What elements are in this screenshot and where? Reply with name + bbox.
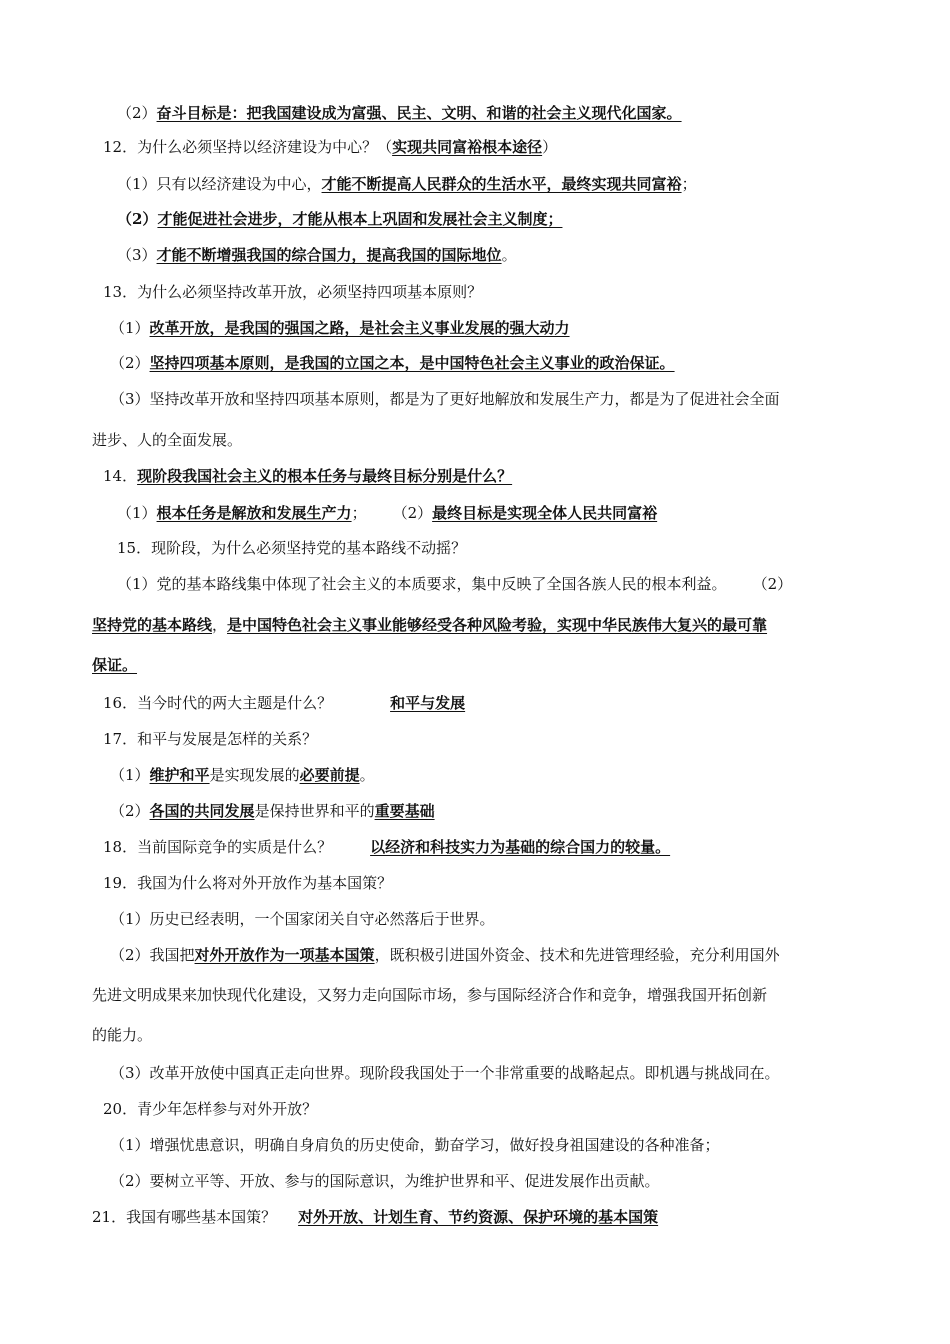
question-19: 19．我国为什么将对外开放作为基本国策？ bbox=[103, 874, 393, 892]
text-line: 先进文明成果来加快现代化建设，又努力走向国际市场，参与国际经济合作和竞争，增强我国开拓创新 bbox=[92, 986, 768, 1004]
text-line: （2）奋斗目标是：把我国建设成为富强、民主、文明、和谐的社会主义现代化国家。 bbox=[117, 104, 682, 122]
question-13: 13．为什么必须坚持改革开放，必须坚持四项基本原则？ bbox=[103, 283, 483, 301]
question-20: 20．青少年怎样参与对外开放？ bbox=[103, 1100, 318, 1118]
text-line: （2）坚持四项基本原则，是我国的立国之本，是中国特色社会主义事业的政治保证。 bbox=[110, 354, 675, 372]
text-line: 的能力。 bbox=[92, 1026, 153, 1044]
question-12: 12．为什么必须坚持以经济建设为中心？（实现共同富裕根本途径） bbox=[103, 138, 558, 156]
text-line: （1）党的基本路线集中体现了社会主义的本质要求，集中反映了全国各族人民的根本利益。 （2） bbox=[117, 575, 793, 593]
question-21: 21．我国有哪些基本国策？ 对外开放、计划生育、节约资源、保护环境的基本国策 bbox=[92, 1208, 659, 1226]
question-17: 17．和平与发展是怎样的关系？ bbox=[103, 730, 318, 748]
text-line: （3）才能不断增强我国的综合国力，提高我国的国际地位。 bbox=[117, 246, 517, 264]
text-line: （1）只有以经济建设为中心，才能不断提高人民群众的生活水平，最终实现共同富裕； bbox=[117, 175, 697, 193]
question-18: 18．当前国际竞争的实质是什么？ 以经济和科技实力为基础的综合国力的较量。 bbox=[103, 838, 671, 856]
text-line: （2）我国把对外开放作为一项基本国策，既积极引进国外资金、技术和先进管理经验，充分利用国外 bbox=[110, 946, 780, 964]
text-line: （1）改革开放，是我国的强国之路，是社会主义事业发展的强大动力 bbox=[110, 319, 570, 337]
text-line: （3）坚持改革开放和坚持四项基本原则，都是为了更好地解放和发展生产力，都是为了促进社会全面 bbox=[110, 390, 780, 408]
text-line: （1）历史已经表明，一个国家闭关自守必然落后于世界。 bbox=[110, 910, 495, 928]
question-14: 14．现阶段我国社会主义的根本任务与最终目标分别是什么？ bbox=[103, 467, 513, 485]
text-line: （2）才能促进社会进步，才能从根本上巩固和发展社会主义制度； bbox=[117, 210, 563, 228]
text-line: （2）各国的共同发展是保持世界和平的重要基础 bbox=[110, 802, 435, 820]
text-line: （1）根本任务是解放和发展生产力； （2）最终目标是实现全体人民共同富裕 bbox=[117, 504, 658, 522]
text-line: 进步、人的全面发展。 bbox=[92, 431, 243, 449]
text-line: （3）改革开放使中国真正走向世界。现阶段我国处于一个非常重要的战略起点。即机遇与挑战同在。 bbox=[110, 1064, 780, 1082]
text-line: 保证。 bbox=[92, 656, 138, 674]
question-16: 16．当今时代的两大主题是什么？ 和平与发展 bbox=[103, 694, 466, 712]
text-line: （2）要树立平等、开放、参与的国际意识，为维护世界和平、促进发展作出贡献。 bbox=[110, 1172, 660, 1190]
text-line: （1）维护和平是实现发展的必要前提。 bbox=[110, 766, 375, 784]
text-line: （1）增强忧患意识，明确自身肩负的历史使命，勤奋学习，做好投身祖国建设的各种准备； bbox=[110, 1136, 720, 1154]
question-15: 15．现阶段，为什么必须坚持党的基本路线不动摇？ bbox=[117, 539, 467, 557]
text-line: 坚持党的基本路线，是中国特色社会主义事业能够经受各种风险考验，实现中华民族伟大复兴的最可靠 bbox=[92, 616, 768, 634]
